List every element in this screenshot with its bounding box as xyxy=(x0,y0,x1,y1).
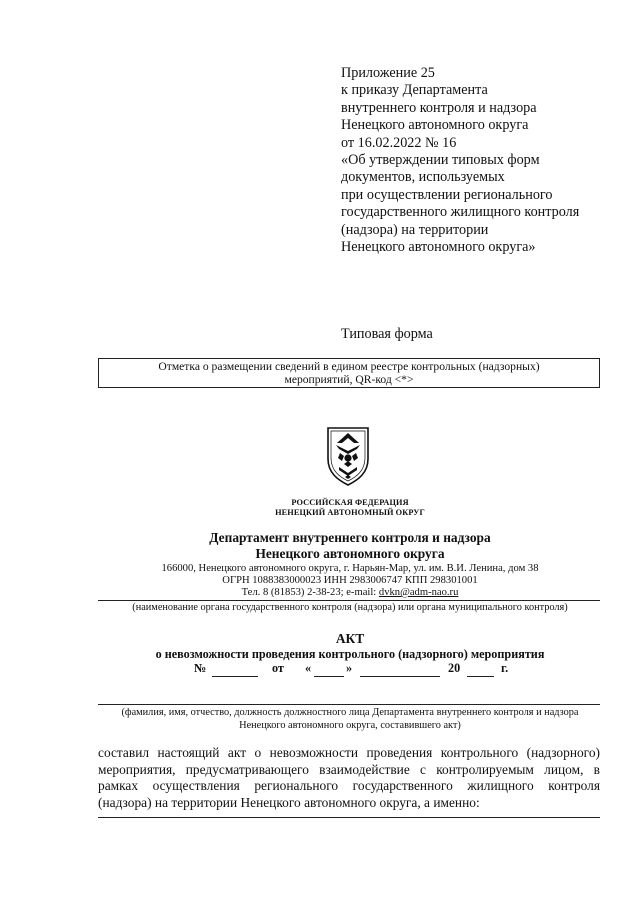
department-contacts xyxy=(0,587,640,598)
appendix-line: «Об утверждении типовых форм xyxy=(341,152,540,169)
email-link[interactable]: dvkn@adm-nao.ru xyxy=(378,587,459,598)
appendix-line: при осуществлении регионального xyxy=(341,186,553,203)
appendix-block xyxy=(341,65,621,256)
federation-line: РОССИЙСКАЯ ФЕДЕРАЦИЯ xyxy=(291,498,409,507)
appendix-line: от 16.02.2022 № 16 xyxy=(341,134,457,151)
authority-underline xyxy=(98,600,600,601)
open-quote: « xyxy=(305,661,312,675)
registry-mark-line: мероприятий, QR-код <*> xyxy=(284,373,414,387)
department-title-region: Ненецкого автономного округа xyxy=(255,546,445,561)
appendix-line: к приказу Департамента xyxy=(341,82,488,99)
act-title: АКТ xyxy=(335,631,365,646)
appendix-line: государственного жилищного контроля xyxy=(341,204,580,221)
number-label: № xyxy=(194,661,207,675)
act-number-date-row xyxy=(0,661,640,679)
appendix-line: Приложение 25 xyxy=(341,65,435,81)
department-title: Департамент внутреннего контроля и надзора xyxy=(209,530,491,545)
registry-mark-line: Отметка о размещении сведений в едином реестре контрольных (надзорных) xyxy=(158,360,540,373)
appendix-line: внутреннего контроля и надзора xyxy=(341,99,537,116)
region-line: НЕНЕЦКИЙ АВТОНОМНЫЙ ОКРУГ xyxy=(275,508,425,517)
appendix-line: Ненецкого автономного округа» xyxy=(341,239,536,256)
year-blank[interactable] xyxy=(467,676,494,677)
close-quote: » xyxy=(346,661,353,675)
official-underline xyxy=(98,704,600,705)
act-body-text: составил настоящий акт о невозможности проведения контрольного (надзорного) мероприятия, предусматривающего взаимодействие с контролируемым лицом, в рамках осуществления регионального государственного жилищного контроля (надзора) на территории Ненецкого автономного округа, а именно: xyxy=(98,745,600,810)
month-blank[interactable] xyxy=(360,676,440,677)
phone-text: Тел. 8 (81853) 2-38-23; e-mail: xyxy=(241,587,379,598)
authority-caption: (наименование органа государственного контроля (надзора) или органа муниципального контроля) xyxy=(132,602,568,613)
department-address: 166000, Ненецкого автономного округа, г. Нарьян-Мар, ул. им. В.И. Ленина, дом 38 xyxy=(161,563,539,574)
coat-of-arms-icon xyxy=(324,425,372,487)
official-caption-line: (фамилия, имя, отчество, должность должностного лица Департамента внутреннего контроля и надзора xyxy=(121,707,579,718)
act-subtitle: о невозможности проведения контрольного (надзорного) мероприятия xyxy=(155,647,545,661)
registry-mark-box xyxy=(98,358,600,388)
department-registration: ОГРН 1088383000023 ИНН 2983006747 КПП 298301001 xyxy=(222,575,478,586)
from-label: от xyxy=(272,661,284,675)
year-suffix: г. xyxy=(501,661,509,675)
number-blank[interactable] xyxy=(212,676,258,677)
form-type-label: Типовая форма xyxy=(341,326,433,342)
official-caption xyxy=(0,707,640,732)
year-prefix: 20 xyxy=(448,661,461,675)
appendix-line: Ненецкого автономного округа xyxy=(341,117,529,134)
appendix-line: документов, используемых xyxy=(341,169,505,186)
official-caption-line: Ненецкого автономного округа, составившего акт) xyxy=(239,719,461,731)
appendix-line: (надзора) на территории xyxy=(341,221,489,238)
day-blank[interactable] xyxy=(314,676,344,677)
body-underline xyxy=(98,817,600,818)
